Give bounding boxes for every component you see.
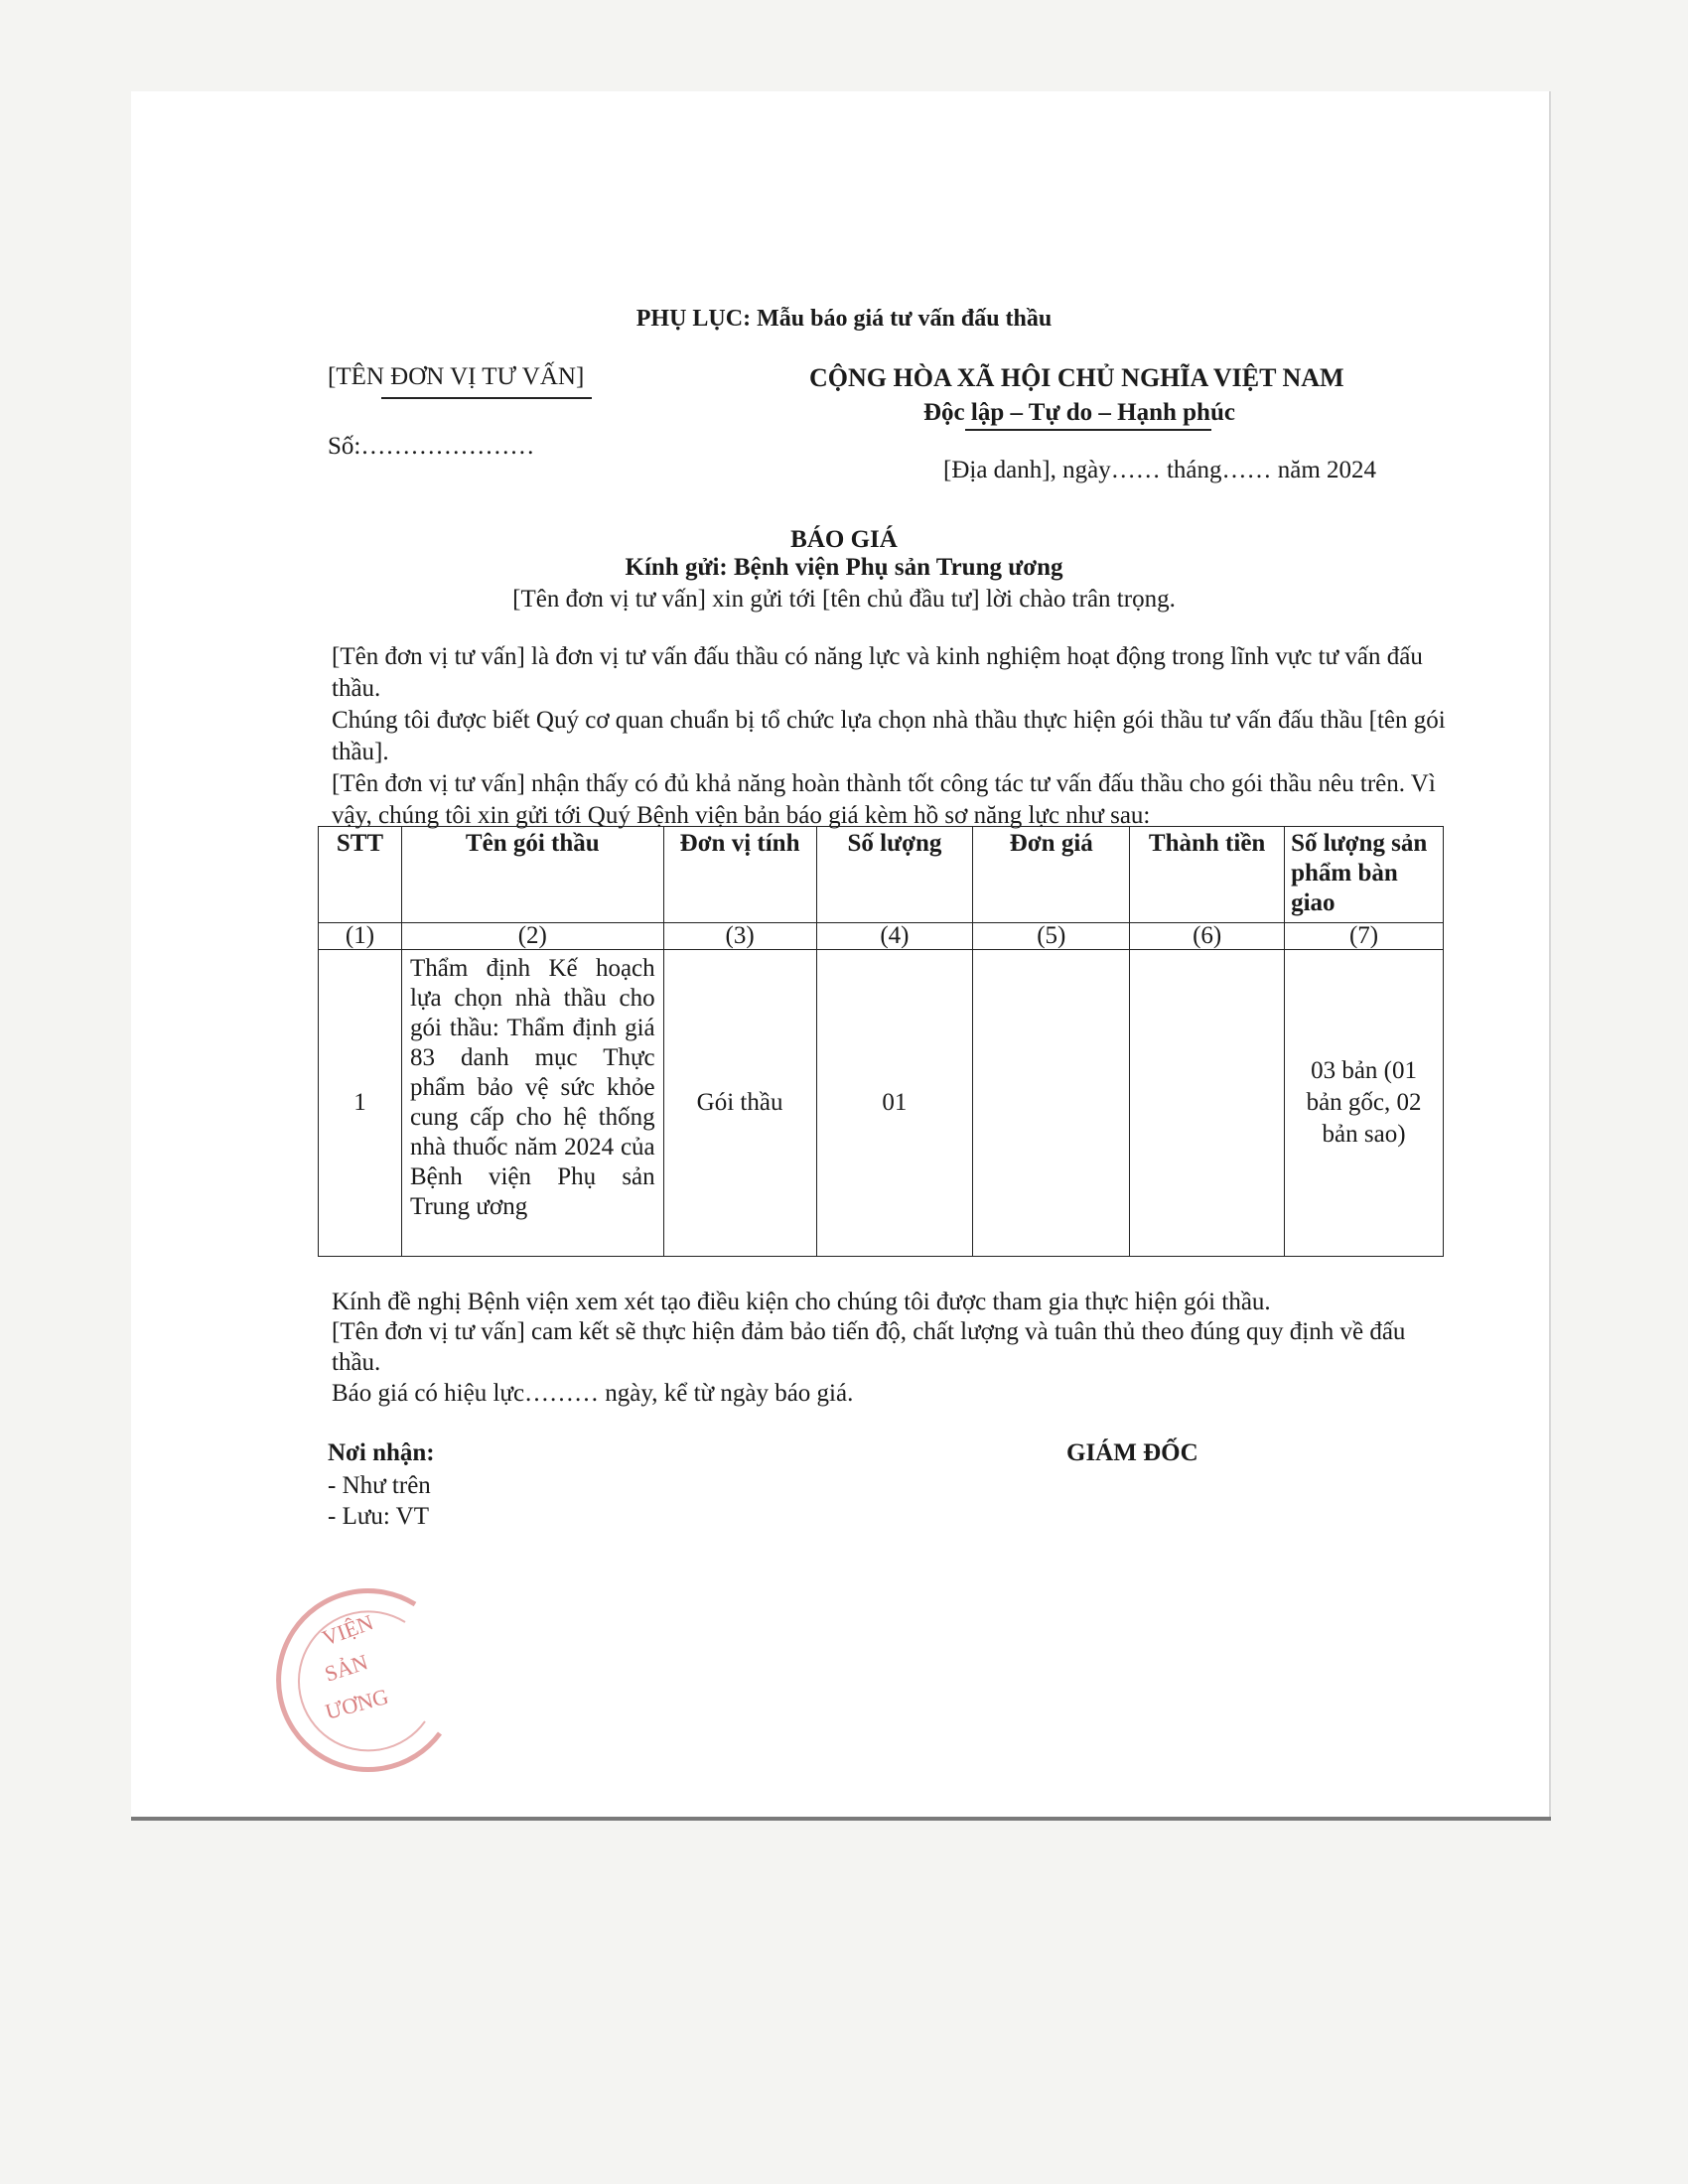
appendix-title: PHỤ LỤC: Mẫu báo giá tư vấn đấu thầu xyxy=(635,306,1053,332)
cell-deliverables: 03 bản (01 bản gốc, 02 bản sao) xyxy=(1285,950,1444,1257)
place-date: [Địa danh], ngày…… tháng…… năm 2024 xyxy=(943,457,1377,483)
column-header: Đơn vị tính xyxy=(663,827,816,923)
national-title: CỘNG HÒA XÃ HỘI CHỦ NGHĨA VIỆT NAM xyxy=(809,363,1344,392)
national-motto: Độc lập – Tự do – Hạnh phúc xyxy=(923,399,1235,426)
document-number: Số:………………… xyxy=(328,433,535,460)
column-header: Số lượng xyxy=(816,827,973,923)
column-index: (2) xyxy=(401,923,663,950)
recipient-item: - Như trên xyxy=(328,1472,431,1499)
column-header: Thành tiền xyxy=(1130,827,1285,923)
intro-paragraph-1: [Tên đơn vị tư vấn] là đơn vị tư vấn đấu thầu có năng lực và kinh nghiệm hoạt động trong lĩnh vực tư vấn đấu thầu. xyxy=(332,643,1423,702)
column-header: Số lượng sản phẩm bàn giao xyxy=(1285,827,1444,923)
signer-title: GIÁM ĐỐC xyxy=(1066,1439,1198,1466)
closing-paragraph-1: Kính đề nghị Bệnh viện xem xét tạo điều kiện cho chúng tôi được tham gia thực hiện gói thầu. xyxy=(332,1289,1271,1315)
stamp-text: ƯƠNG xyxy=(322,1683,391,1724)
column-index: (5) xyxy=(973,923,1130,950)
column-index: (7) xyxy=(1285,923,1444,950)
table-header-row xyxy=(319,827,1444,923)
validity-line: Báo giá có hiệu lực……… ngày, kể từ ngày báo giá. xyxy=(332,1380,854,1407)
greeting-line: [Tên đơn vị tư vấn] xin gửi tới [tên chủ đầu tư] lời chào trân trọng. xyxy=(512,586,1176,613)
cell-amount xyxy=(1130,950,1285,1257)
column-index: (4) xyxy=(816,923,973,950)
column-index: (6) xyxy=(1130,923,1285,950)
recipient-item: - Lưu: VT xyxy=(328,1503,429,1530)
motto-underline xyxy=(965,429,1211,431)
column-header: STT xyxy=(319,827,402,923)
column-header: Tên gói thầu xyxy=(401,827,663,923)
cell-package-name: Thẩm định Kế hoạch lựa chọn nhà thầu cho gói thầu: Thẩm định giá 83 danh mục Thực phẩm bảo vệ sức khỏe cung cấp cho hệ thống nhà thuốc năm 2024 của Bệnh viện Phụ sản Trung ương xyxy=(401,950,663,1257)
column-index: (1) xyxy=(319,923,402,950)
recipients-label: Nơi nhận: xyxy=(328,1439,435,1466)
stamp-text: VIỆN xyxy=(319,1609,377,1651)
document-title: BÁO GIÁ xyxy=(790,526,898,553)
stamp-text: SẢN xyxy=(321,1649,371,1687)
quotation-table xyxy=(318,826,1444,1257)
cell-unit: Gói thầu xyxy=(663,950,816,1257)
cell-quantity: 01 xyxy=(816,950,973,1257)
table-index-row xyxy=(319,923,1444,950)
recipient-line xyxy=(0,554,1688,582)
organization-name: [TÊN ĐƠN VỊ TƯ VẤN] xyxy=(328,363,585,390)
intro-paragraph-3: [Tên đơn vị tư vấn] nhận thấy có đủ khả năng hoàn thành tốt công tác tư vấn đấu thầu cho gói thầu nêu trên. Vì vậy, chúng tôi xin gửi tới Quý Bệnh viện bản báo giá kèm hồ sơ năng lực như sau: xyxy=(332,770,1436,829)
recipient-prefix: Kính gửi: xyxy=(625,554,734,581)
closing-paragraph-2: [Tên đơn vị tư vấn] cam kết sẽ thực hiện đảm bảo tiến độ, chất lượng và tuân thủ theo đúng quy định về đấu thầu. xyxy=(332,1318,1406,1376)
recipient-name: Bệnh viện Phụ sản Trung ương xyxy=(733,554,1063,581)
cell-stt: 1 xyxy=(319,950,402,1257)
column-index: (3) xyxy=(663,923,816,950)
cell-unit-price xyxy=(973,950,1130,1257)
red-seal-stamp xyxy=(266,1574,475,1783)
organization-underline xyxy=(381,397,592,399)
page-shadow-edge xyxy=(131,1817,1551,1821)
table-row xyxy=(319,950,1444,1257)
column-header: Đơn giá xyxy=(973,827,1130,923)
intro-paragraph-2: Chúng tôi được biết Quý cơ quan chuẩn bị tổ chức lựa chọn nhà thầu thực hiện gói thầu tư vấn đấu thầu [tên gói thầu]. xyxy=(332,707,1446,765)
